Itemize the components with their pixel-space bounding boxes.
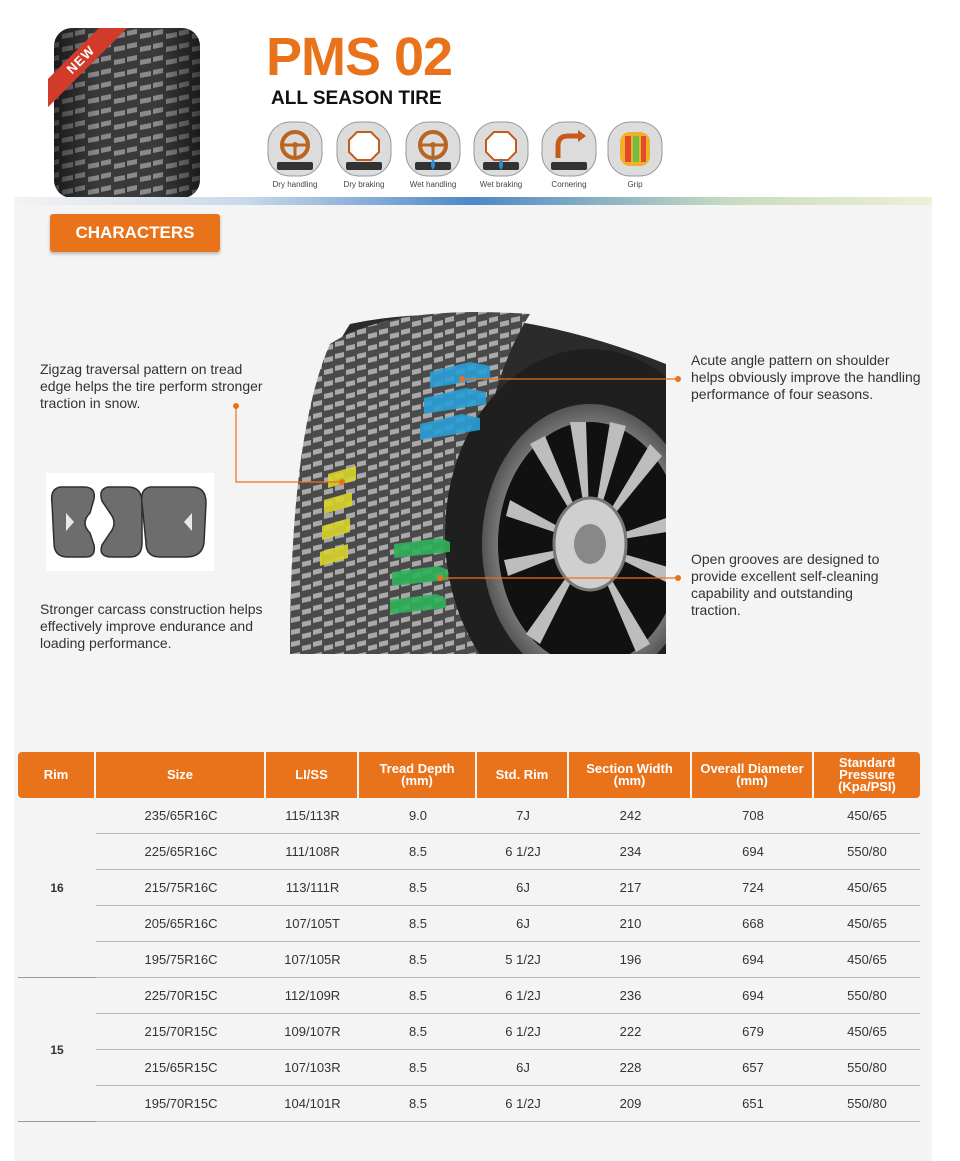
liss-cell: 107/103R [266, 1050, 359, 1086]
header-standard-pressure-label: Standard Pressure [838, 755, 896, 782]
model-subtitle: ALL SEASON TIRE [271, 88, 442, 109]
diameter-cell: 651 [692, 1086, 814, 1122]
header-standard-pressure [814, 752, 920, 798]
size-cell: 235/65R16C [96, 798, 266, 834]
table-row [18, 942, 920, 978]
new-badge-label: NEW [63, 42, 98, 77]
header-section-width-unit: (mm) [613, 773, 646, 788]
size-cell: 225/70R15C [96, 978, 266, 1014]
table-row [18, 1086, 920, 1122]
std-rim-cell: 6J [477, 870, 569, 906]
pressure-cell: 450/65 [814, 798, 920, 834]
rim-cell: 15 [18, 978, 96, 1122]
pressure-cell: 450/65 [814, 942, 920, 978]
table-row [18, 906, 920, 942]
feature-grip [600, 120, 670, 189]
pressure-cell: 550/80 [814, 834, 920, 870]
pressure-cell: 550/80 [814, 1050, 920, 1086]
rim-cell: 16 [18, 798, 96, 978]
pressure-cell: 450/65 [814, 906, 920, 942]
std-rim-cell: 6 1/2J [477, 1014, 569, 1050]
width-cell: 242 [569, 798, 692, 834]
liss-cell: 113/111R [266, 870, 359, 906]
diameter-cell: 657 [692, 1050, 814, 1086]
tread-cell: 8.5 [359, 942, 477, 978]
std-rim-cell: 6 1/2J [477, 1086, 569, 1122]
table-row [18, 978, 920, 1014]
tread-cell: 8.5 [359, 906, 477, 942]
tread-cell: 8.5 [359, 1086, 477, 1122]
header-rim: Rim [18, 752, 96, 798]
header-std-rim: Std. Rim [477, 752, 569, 798]
feature-label: Wet handling [409, 180, 457, 189]
header-tread-depth-label: Tread Depth [379, 761, 455, 776]
std-rim-cell: 6 1/2J [477, 834, 569, 870]
size-cell: 195/70R15C [96, 1086, 266, 1122]
liss-cell: 115/113R [266, 798, 359, 834]
liss-cell: 109/107R [266, 1014, 359, 1050]
diameter-cell: 708 [692, 798, 814, 834]
size-cell: 225/65R16C [96, 834, 266, 870]
cornering-icon [540, 120, 598, 178]
table-row [18, 1050, 920, 1086]
callout-zigzag: Zigzag traversal pattern on tread edge helps the tire perform stronger traction in snow. [40, 361, 263, 411]
steering-wheel-icon [266, 120, 324, 178]
diameter-cell: 694 [692, 978, 814, 1014]
header-overall-diameter [692, 752, 814, 798]
pressure-cell: 550/80 [814, 978, 920, 1014]
stop-sign-icon [335, 120, 393, 178]
feature-wet-braking [466, 120, 536, 189]
header-overall-diameter-label: Overall Diameter [700, 761, 804, 776]
wet-stop-sign-icon [472, 120, 530, 178]
diameter-cell: 694 [692, 942, 814, 978]
model-title: PMS 02 [266, 27, 453, 87]
width-cell: 196 [569, 942, 692, 978]
table-row [18, 870, 920, 906]
header-tread-depth [359, 752, 477, 798]
size-cell: 215/70R15C [96, 1014, 266, 1050]
feature-label: Dry handling [272, 180, 318, 189]
characters-section-button[interactable]: CHARACTERS [50, 214, 220, 252]
tread-cell: 9.0 [359, 798, 477, 834]
feature-dry-braking [329, 120, 399, 189]
liss-cell: 107/105T [266, 906, 359, 942]
carcass-cross-section-image [46, 473, 214, 571]
feature-label: Grip [627, 180, 643, 189]
width-cell: 234 [569, 834, 692, 870]
pressure-cell: 550/80 [814, 1086, 920, 1122]
size-cell: 195/75R16C [96, 942, 266, 978]
header-liss: LI/SS [266, 752, 359, 798]
callout-acute: Acute angle pattern on shoulder helps obviously improve the handling performance of four seasons. [691, 352, 921, 402]
header-overall-diameter-unit: (mm) [736, 773, 768, 788]
table-header-row [18, 752, 920, 798]
std-rim-cell: 6J [477, 1050, 569, 1086]
tire-illustration [290, 304, 666, 654]
feature-cornering [534, 120, 604, 189]
liss-cell: 107/105R [266, 942, 359, 978]
liss-cell: 111/108R [266, 834, 359, 870]
diameter-cell: 694 [692, 834, 814, 870]
std-rim-cell: 6 1/2J [477, 978, 569, 1014]
header-standard-pressure-unit: (Kpa/PSI) [838, 779, 896, 794]
table-body [18, 798, 920, 1122]
feature-label: Wet braking [479, 180, 523, 189]
header-tread-depth-unit: (mm) [401, 773, 433, 788]
table-row [18, 1014, 920, 1050]
callout-grooves: Open grooves are designed to provide excellent self-cleaning capability and outstanding traction. [691, 551, 880, 618]
width-cell: 228 [569, 1050, 692, 1086]
table-row [18, 798, 920, 834]
width-cell: 236 [569, 978, 692, 1014]
tread-cell: 8.5 [359, 978, 477, 1014]
std-rim-cell: 5 1/2J [477, 942, 569, 978]
liss-cell: 112/109R [266, 978, 359, 1014]
header-size: Size [96, 752, 266, 798]
spec-table [18, 752, 920, 1122]
tire-thumbnail [48, 28, 206, 198]
header-section-width-label: Section Width [586, 761, 673, 776]
size-cell: 215/75R16C [96, 870, 266, 906]
size-cell: 215/65R15C [96, 1050, 266, 1086]
grip-icon [606, 120, 664, 178]
table-row [18, 834, 920, 870]
width-cell: 222 [569, 1014, 692, 1050]
wet-steering-wheel-icon [404, 120, 462, 178]
feature-label: Dry braking [343, 180, 385, 189]
tread-cell: 8.5 [359, 834, 477, 870]
tread-cell: 8.5 [359, 1050, 477, 1086]
diameter-cell: 724 [692, 870, 814, 906]
feature-dry-handling [260, 120, 330, 189]
pressure-cell: 450/65 [814, 1014, 920, 1050]
feature-label: Cornering [551, 180, 587, 189]
width-cell: 209 [569, 1086, 692, 1122]
diameter-cell: 668 [692, 906, 814, 942]
header-section-width [569, 752, 692, 798]
width-cell: 210 [569, 906, 692, 942]
std-rim-cell: 6J [477, 906, 569, 942]
feature-wet-handling [398, 120, 468, 189]
pressure-cell: 450/65 [814, 870, 920, 906]
width-cell: 217 [569, 870, 692, 906]
header-divider [14, 197, 932, 205]
std-rim-cell: 7J [477, 798, 569, 834]
liss-cell: 104/101R [266, 1086, 359, 1122]
callout-carcass: Stronger carcass construction helps effectively improve endurance and loading performance. [40, 601, 263, 651]
tread-cell: 8.5 [359, 870, 477, 906]
size-cell: 205/65R16C [96, 906, 266, 942]
diameter-cell: 679 [692, 1014, 814, 1050]
tread-cell: 8.5 [359, 1014, 477, 1050]
